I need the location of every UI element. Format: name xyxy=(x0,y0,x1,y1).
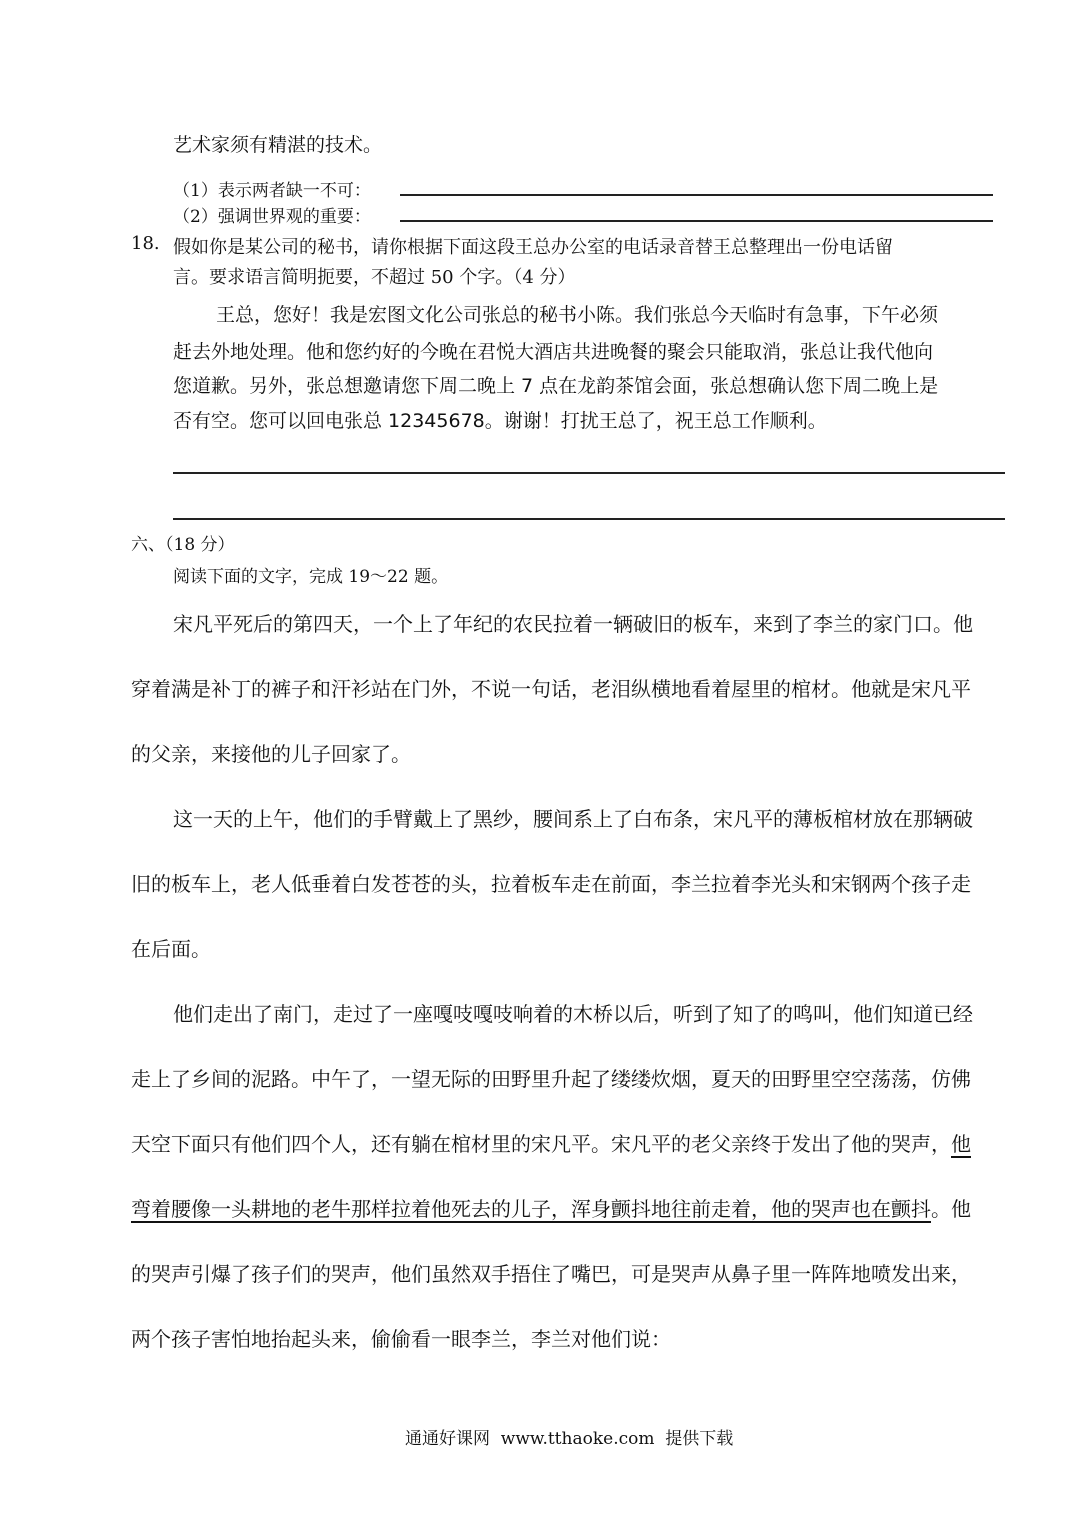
q18-number: 18. xyxy=(131,233,160,254)
passage-line: 的父亲，来接他的儿子回家了。 xyxy=(131,742,411,766)
passage-line xyxy=(131,1128,971,1157)
art-line: 艺术家须有精湛的技术。 xyxy=(173,134,383,156)
q18-prompt-line1: 假如你是某公司的秘书，请你根据下面这段王总办公室的电话录音替王总整理出一份电话留 xyxy=(173,237,893,258)
passage-line: 两个孩子害怕地抬起头来，偷偷看一眼李兰，李兰对他们说： xyxy=(131,1327,671,1351)
q17-item1-label: （1）表示两者缺一不可： xyxy=(173,181,371,201)
passage-line: 的哭声引爆了孩子们的哭声，他们虽然双手捂住了嘴巴，可是哭声从鼻子里一阵阵地喷发出来， xyxy=(131,1262,971,1286)
q17-item2-label: （2）强调世界观的重要： xyxy=(173,207,371,227)
section6-heading: 六、（18 分） xyxy=(131,535,235,555)
q18-prompt-line2: 言。要求语言简明扼要，不超过 50 个字。（4 分） xyxy=(173,267,576,288)
q17-item2-answer-line[interactable] xyxy=(400,220,993,222)
footer-text: 通通好课网 www.tthaoke.com 提供下载 xyxy=(405,1429,734,1449)
passage-line: 宋凡平死后的第四天，一个上了年纪的农民拉着一辆破旧的板车，来到了李兰的家门口。他 xyxy=(173,612,973,636)
q18-recording-line: 赶去外地处理。他和您约好的今晚在君悦大酒店共进晚餐的聚会只能取消，张总让我代他向 xyxy=(173,341,934,363)
q18-recording-line: 否有空。您可以回电张总 12345678。谢谢！打扰王总了，祝王总工作顺利。 xyxy=(173,410,827,432)
passage-line: 在后面。 xyxy=(131,937,211,961)
q18-answer-line-1[interactable] xyxy=(173,472,1005,474)
passage-line: 这一天的上午，他们的手臂戴上了黑纱，腰间系上了白布条，宋凡平的薄板棺材放在那辆破 xyxy=(173,807,973,831)
q17-item1-answer-line[interactable] xyxy=(400,194,993,196)
passage-line: 走上了乡间的泥路。中午了，一望无际的田野里升起了缕缕炊烟，夏天的田野里空空荡荡，仿佛 xyxy=(131,1067,971,1091)
q18-recording-line: 王总，您好！我是宏图文化公司张总的秘书小陈。我们张总今天临时有急事，下午必须 xyxy=(216,304,939,326)
q18-recording-line: 您道歉。另外，张总想邀请您下周二晚上 7 点在龙韵茶馆会面，张总想确认您下周二晚上是 xyxy=(173,375,939,397)
underlined-sentence: 他 xyxy=(951,1132,971,1156)
passage-line: 穿着满是补丁的裤子和汗衫站在门外，不说一句话，老泪纵横地看着屋里的棺材。他就是宋凡平 xyxy=(131,677,971,701)
underlined-sentence: 弯着腰像一头耕地的老牛那样拉着他死去的儿子，浑身颤抖地往前走着，他的哭声也在颤抖 xyxy=(131,1197,931,1221)
passage-text: 天空下面只有他们四个人，还有躺在棺材里的宋凡平。宋凡平的老父亲终于发出了他的哭声， xyxy=(131,1132,951,1156)
passage-line xyxy=(131,1193,971,1222)
section6-instruction: 阅读下面的文字，完成 19～22 题。 xyxy=(173,567,449,587)
q18-answer-line-2[interactable] xyxy=(173,518,1005,520)
passage-text: 。他 xyxy=(931,1197,971,1221)
passage-line: 他们走出了南门，走过了一座嘎吱嘎吱响着的木桥以后，听到了知了的鸣叫，他们知道已经 xyxy=(173,1002,973,1026)
passage-line: 旧的板车上，老人低垂着白发苍苍的头，拉着板车走在前面，李兰拉着李光头和宋钢两个孩子走 xyxy=(131,872,971,896)
